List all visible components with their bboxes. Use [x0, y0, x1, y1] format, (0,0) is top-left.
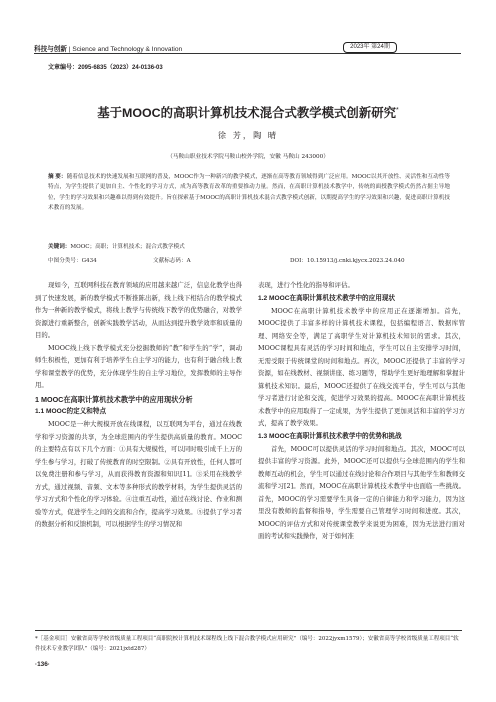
subsection-heading: 1.1 MOOC的定义和特点	[35, 408, 107, 415]
paragraph: 现如今，互联网科技在教育领域的应用越来越广泛，信息化教学也得到了快速发展，新的教学模式不断推陈出新，线上线下相结合的教学模式作为一种新的教学模式，将线上教学与传统线下教学的优势融合，对教学资源进行重新整合，创新实践教学活动，从而达到提升教学效率和质量的目的。	[35, 281, 242, 339]
subsection-heading: 1.2 MOOC在高职计算机技术教学中的应用现状	[258, 294, 396, 302]
paper-title	[40, 103, 456, 121]
journal-name-cn: 科技与创新	[34, 46, 67, 53]
left-column	[35, 279, 242, 531]
keywords	[48, 242, 185, 250]
right-column	[258, 279, 465, 543]
section-heading: 1 MOOC在高职计算机技术教学中的应用现状分析	[35, 394, 193, 404]
journal-name-en: Science and Technology & Innovation	[72, 46, 183, 53]
paragraph: MOOC在高职计算机技术教学中的应用正在逐渐增加。首先，MOOC提供了丰富多样的计算机技术课程，包括编程语言、数据库管理、网络安全等，满足了高职学生对计算机技术知识的需求。其次，MOOC课程具有灵活的学习时间和地点，学生可以自主安排学习时间，无需受限于传统课堂的时间和地点。再次，MOOC还提供了丰富的学习资源，如在线教材、视频讲座、练习题等，帮助学生更好地理解和掌握计算机技术知识。最后，MOOC还提供了在线交流平台，学生可以与其他学习者进行讨论和交流，促进学习效果的提高。MOOC在高职计算机技术教学中的应用取得了一定成果，为学生提供了更加灵活和丰富的学习方式，提高了教学效果。	[258, 306, 465, 427]
affiliation: （马鞍山职业技术学院马鞍山校外学院，安徽 马鞍山 243000）	[167, 154, 329, 160]
title-footnote-mark: *	[396, 106, 399, 114]
paper-title-text: 基于MOOC的高职计算机技术混合式教学模式创新研究	[97, 106, 396, 120]
page-number: ·136·	[35, 661, 50, 668]
paragraph: MOOC是一种大规模开放在线课程，以互联网为平台，通过在线教学和学习资源的共享，为全球范围内的学生提供高质量的教育。MOOC的主要特点有以下几个方面：①具有大规模性，可以同时吸引成千上万的学生参与学习，打破了传统教育的时空限制。②具有开放性，任何人都可以免费注册和参与学习，从而获得教育资源和知识[1]。③采用在线教学方式，通过视频、音频、文本等多种形式的教学材料，为学生提供灵活的学习方式和个性化的学习体验。④注重互动性，通过在线讨论、作业和测验等方式，促进学生之间的交流和合作，提高学习效果。⑤提供了学习者的数据分析和反馈机制，可以根据学生的学习情况和	[35, 420, 242, 528]
keywords-text: MOOC；高职；计算机技术；混合式教学模式	[70, 244, 185, 250]
keywords-label: 关键词：	[48, 244, 71, 250]
funding-footnote: *［基金项目］安徽省高等学校省级质量工程项目“高职院校计算机技术课程线上线下混合教学模式应用研究”（编号：2022jyxm1579）；安徽省高等学校省级质量工程项目“软件技术专业教学团队”（编号：2021jxtd287）	[35, 636, 459, 652]
article-number: 文章编号：2095-6835（2023）24-0136-03	[48, 65, 163, 71]
authors: 徐 芳，陶 晴	[217, 130, 279, 140]
abstract	[48, 172, 450, 214]
abstract-text: 随着信息技术的快速发展和互联网的普及，MOOC作为一种新兴的教学模式，逐渐在高等教育领域得到广泛应用。MOOC以其开放性、灵活性和互动性等特点，为学生提供了更加自主、个性化的学习方式，成为高等教育改革的重要推动力量。然而，在高职计算机技术教学中，传统的面授教学模式仍然占据主导地位，学生的学习效果和兴趣难以得到有效提升。旨在探索基于MOOC的高职计算机技术混合式教学模式创新，以期提高学生的学习效果和兴趣，促进高职计算机技术教育的发展。	[48, 174, 450, 212]
abstract-label: 摘 要：	[48, 174, 67, 180]
footnote-divider	[35, 630, 462, 631]
paragraph: MOOC线上线下教学模式充分挖掘教师的“教”和学生的“学”，调动师生积极性，更加有利于培养学生自主学习的能力，也有利于融合线上教学和课堂教学的优势，充分体现学生的自主学习地位，发挥教师的主导作用。	[35, 343, 242, 389]
subsection-heading: 1.3 MOOC在高职计算机技术教学中的优势和挑战	[258, 432, 402, 440]
doi: DOI：10.15913/j.cnki.kjycx.2023.24.040	[290, 258, 405, 264]
clc-number: 中图分类号：G434	[48, 258, 97, 264]
document-code: 文献标志码：A	[153, 258, 191, 264]
paragraph: 表现，进行个性化的指导和评估。	[258, 281, 354, 289]
paragraph: 首先，MOOC可以提供灵活的学习时间和地点。其次，MOOC可以提供丰富的学习资源。此外，MOOC还可以提供与全球范围内的学生和教师互动的机会，学生可以通过在线讨论和合作项目与其他学生和教师交流和学习[2]。然而，MOOC在高职计算机技术教学中也面临一些挑战。首先，MOOC的学习需要学生具备一定的自律能力和学习能力，因为这里没有教师的监督和指导，学生需要自己管理学习时间和进度。其次，MOOC的评估方式和对传统课堂教学来说更为困难，因为无法进行面对面的考试和实践操作，对于如何准	[258, 444, 465, 540]
issue-badge: 2023年 第24期	[343, 42, 397, 53]
header-divider	[34, 53, 461, 54]
journal-name: 科技与创新 | Science and Technology & Innovation	[34, 46, 183, 53]
